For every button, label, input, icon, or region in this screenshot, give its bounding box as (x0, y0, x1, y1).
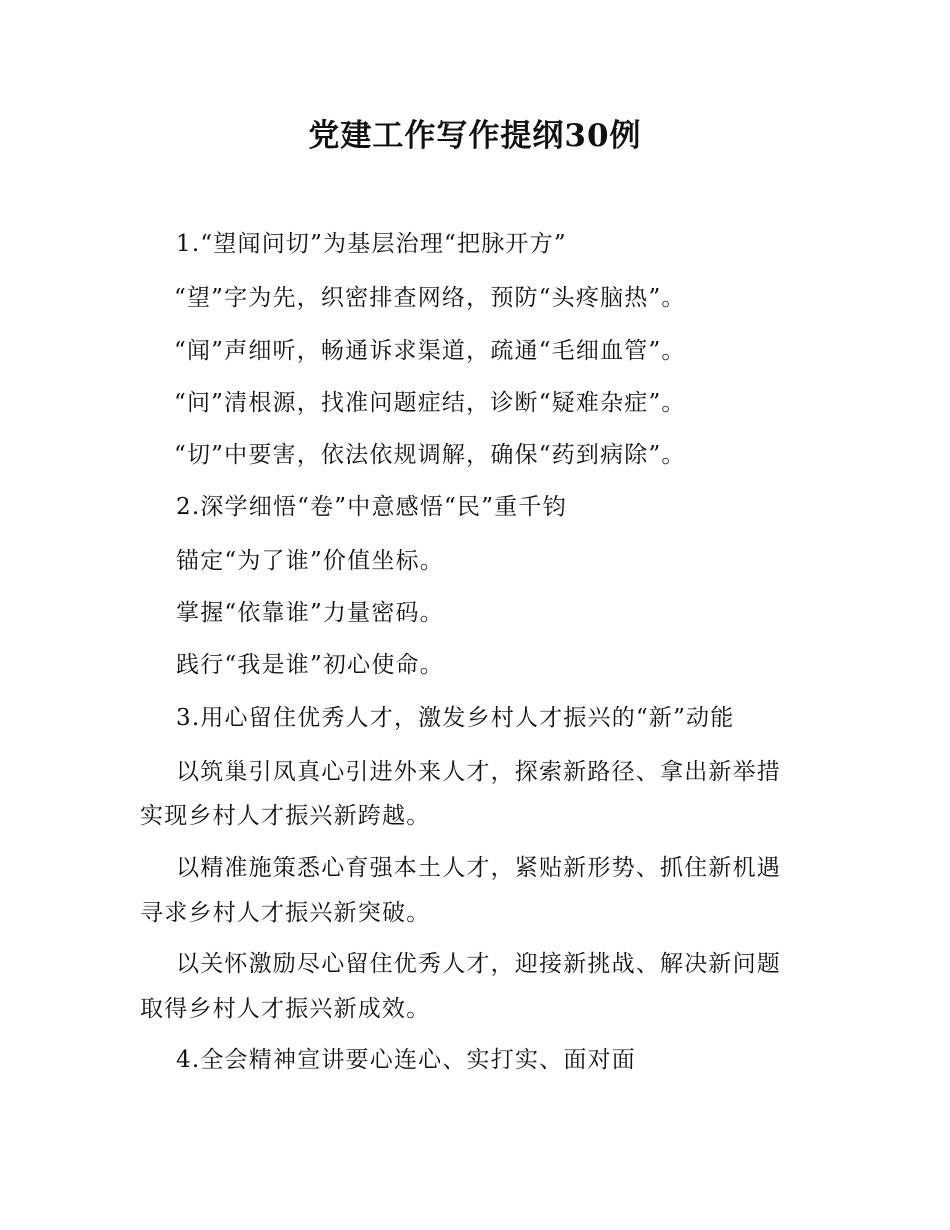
paragraph-continuation: 取得乡村人才振兴新成效。 (140, 996, 431, 1022)
document-title: 党建工作写作提纲30例 (308, 118, 642, 154)
paragraph-continuation: 实现乡村人才振兴新跨越。 (140, 803, 431, 829)
heading-2: 2.深学细悟“卷”中意感悟“民”重千钧 (176, 494, 567, 520)
paragraph: 锚定“为了谁”价值坐标。 (176, 548, 444, 574)
heading-4: 4.全会精神宣讲要心连心、实打实、面对面 (176, 1047, 636, 1073)
paragraph: 以精准施策悉心育强本土人才，紧贴新形势、抓住新机遇 (176, 855, 781, 881)
paragraph: 践行“我是谁”初心使命。 (176, 652, 444, 678)
paragraph: “望”字为先，织密排查网络，预防“头疼脑热”。 (174, 285, 686, 311)
paragraph: “问”清根源，找准问题症结，诊断“疑难杂症”。 (174, 390, 686, 416)
paragraph: “闻”声细听，畅通诉求渠道，疏通“毛细血管”。 (174, 338, 686, 364)
paragraph: 掌握“依靠谁”力量密码。 (176, 600, 444, 626)
heading-3: 3.用心留住优秀人才，激发乡村人才振兴的“新”动能 (176, 705, 735, 731)
paragraph: 以关怀激励尽心留住优秀人才，迎接新挑战、解决新问题 (176, 951, 781, 977)
paragraph: 以筑巢引凤真心引进外来人才，探索新路径、拿出新举措 (176, 759, 781, 785)
heading-1: 1.“望闻问切”为基层治理“把脉开方” (176, 231, 567, 257)
paragraph: “切”中要害，依法依规调解，确保“药到病除”。 (174, 442, 686, 468)
paragraph-continuation: 寻求乡村人才振兴新突破。 (140, 900, 431, 926)
